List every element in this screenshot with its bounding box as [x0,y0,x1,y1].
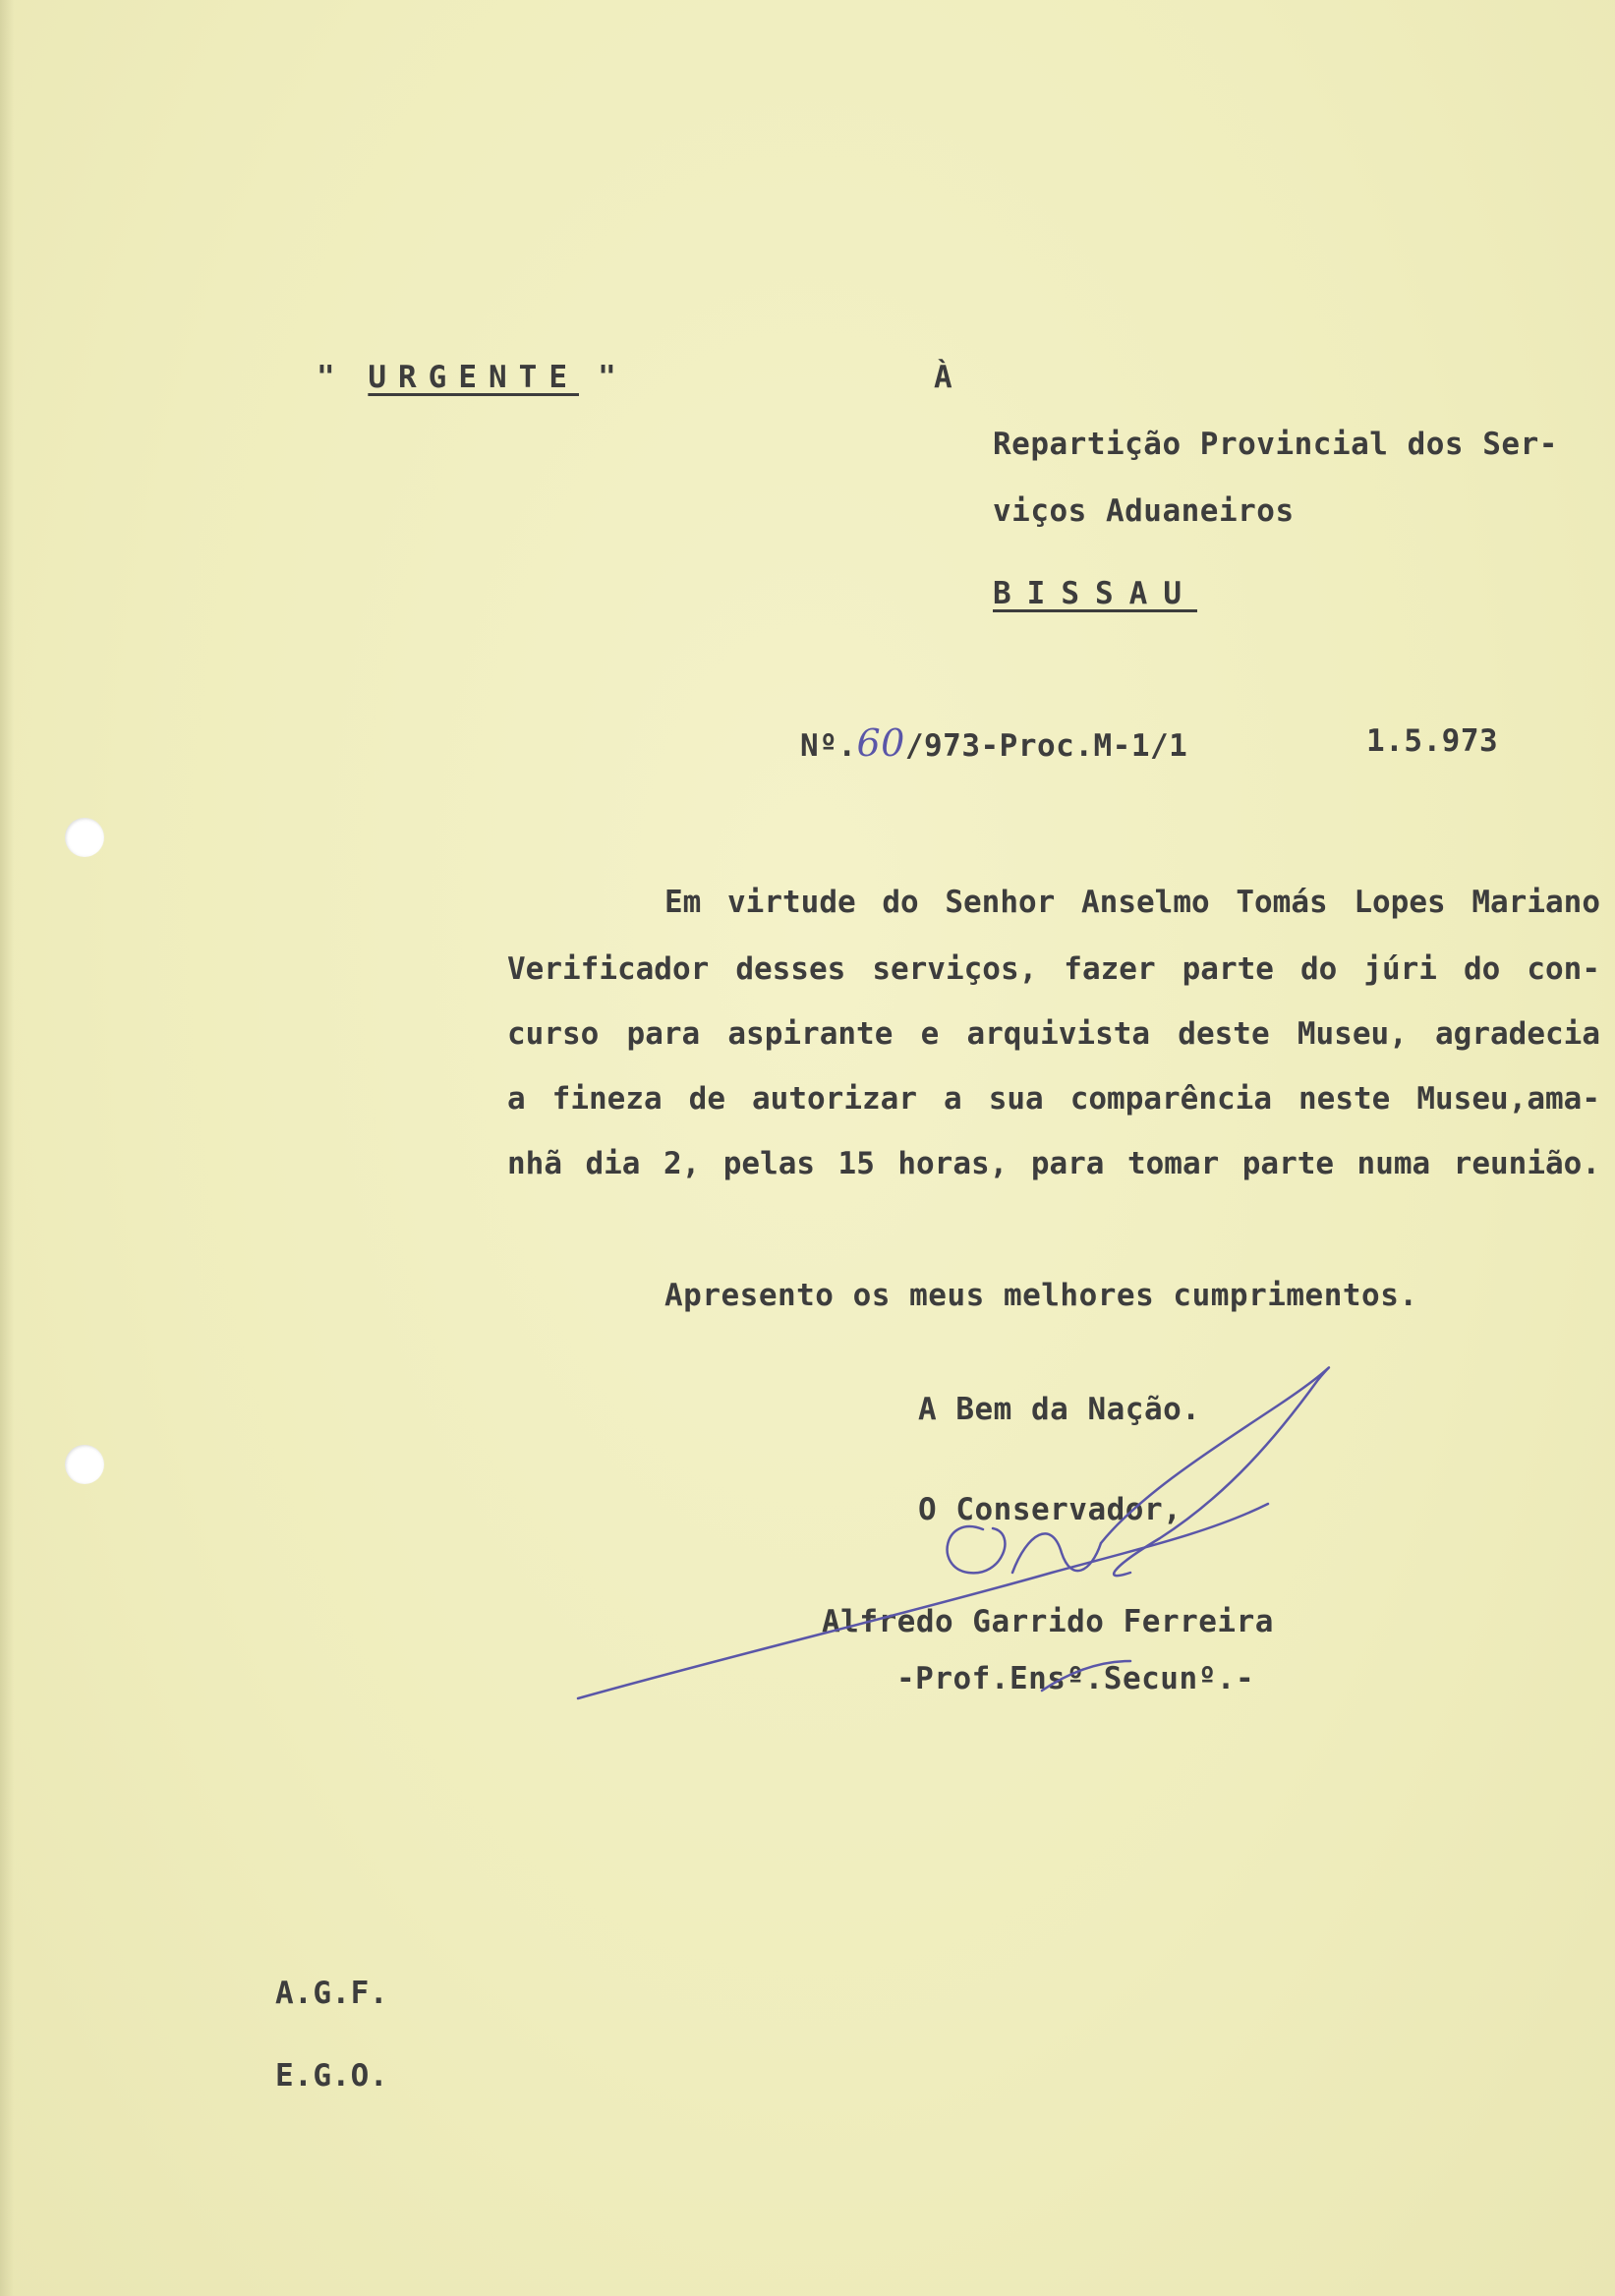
reference-date: 1.5.973 [1366,723,1499,759]
body-line-1: Em virtude do Senhor Anselmo Tomás Lopes Mariano [664,885,1600,920]
addressee-line-2: viços Aduaneiros [993,493,1295,529]
urgent-quote-open: " [317,360,336,395]
body-line-3: curso para aspirante e arquivista deste Museu, agradecia [507,1016,1600,1052]
initials-line-1: A.G.F. [275,1976,388,2011]
urgent-word: URGENTE [368,360,579,395]
signatory-name: Alfredo Garrido Ferreira [822,1604,1274,1639]
addressee-marker: À [934,360,953,395]
punch-hole-bottom [65,1445,104,1484]
initials-line-2: E.G.O. [275,2058,388,2094]
urgent-label [317,360,616,395]
closing-salutation: A Bem da Nação. [918,1392,1201,1427]
punch-hole-top [65,818,104,857]
reference-suffix: /973-Proc.M-1/1 [904,728,1188,764]
urgent-quote-close: " [598,360,617,395]
addressee-line-1: Repartição Provincial dos Ser- [993,427,1558,462]
greeting: Apresento os meus melhores cumprimentos. [664,1278,1418,1313]
body-line-5: nhã dia 2, pelas 15 horas, para tomar parte numa reunião. [507,1146,1600,1181]
body-line-2: Verificador desses serviços, fazer parte do júri do con- [507,951,1600,987]
signatory-credential: -Prof.Ensº.Secunº.- [896,1661,1255,1696]
body-line-4: a fineza de autorizar a sua comparência neste Museu,ama- [507,1081,1600,1117]
addressee-city: BISSAU [993,576,1197,611]
closing-title: O Conservador, [918,1492,1182,1527]
reference-handwritten-number: 60 [856,721,905,765]
paper-edge-shadow [0,0,14,2296]
reference-prefix: Nº. [800,728,857,764]
reference-number [800,721,1187,765]
